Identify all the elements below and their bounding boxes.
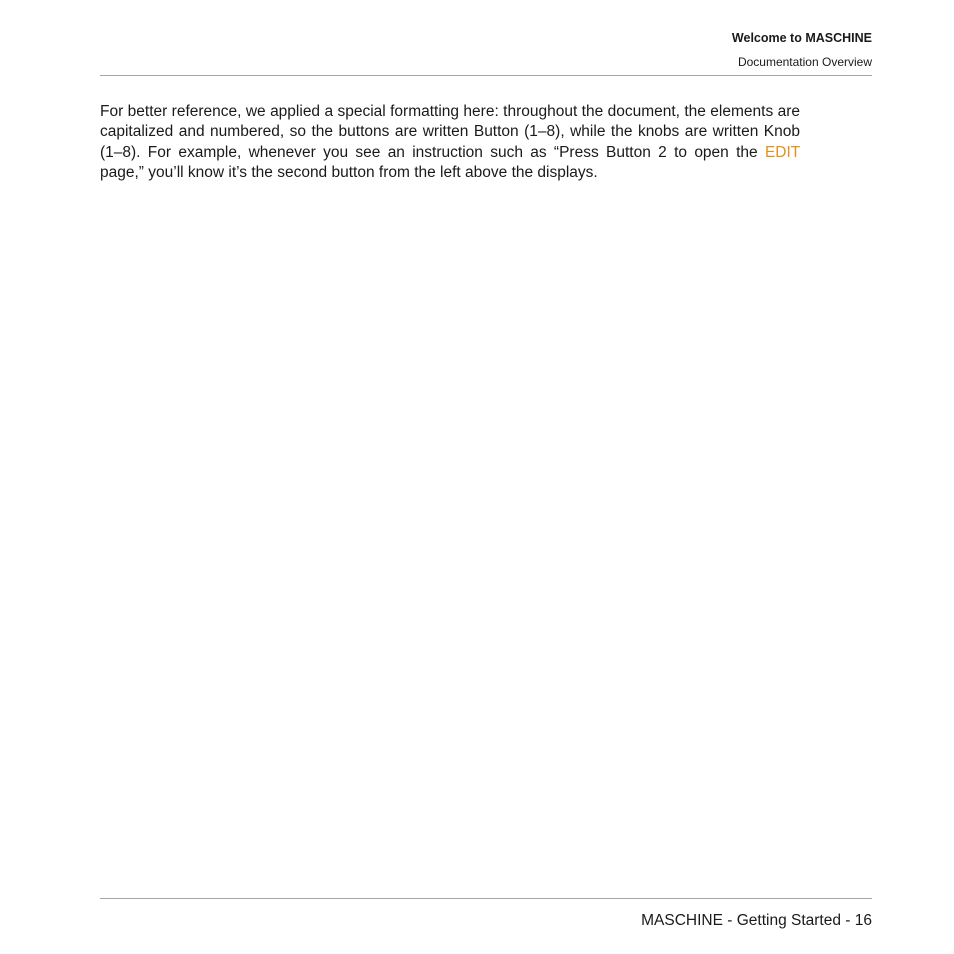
section-title: Documentation Overview (737, 55, 872, 69)
paragraph-text-after: page,” you’ll know it’s the second button from the left above the displays. (100, 164, 598, 182)
footer-page-info: MASCHINE - Getting Started - 16 (641, 912, 872, 929)
highlighted-term: EDIT (764, 143, 800, 161)
page-header (100, 28, 872, 76)
paragraph-text-before: For better reference, we applied a special formatting here: throughout the document, the elements are capitalized and numbered, so the buttons are written Button (1–8), while the knobs are written Knob (1–8). For example, whenever you see an instruction such as “Press Button 2 to open the (100, 103, 800, 161)
body-paragraph (100, 102, 800, 184)
chapter-title: Welcome to MASCHINE (731, 31, 872, 45)
page-footer (100, 898, 872, 939)
